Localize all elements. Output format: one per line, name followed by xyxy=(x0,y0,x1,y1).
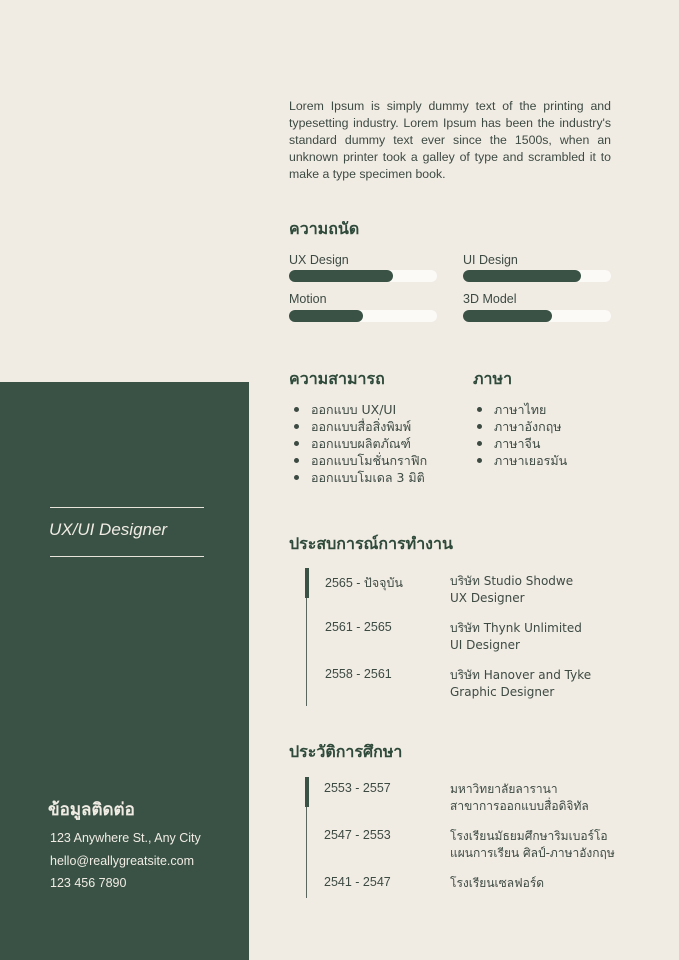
timeline-marker xyxy=(305,777,309,807)
experience-company: บริษัท Thynk Unlimited xyxy=(450,621,582,635)
list-item: ภาษาไทย xyxy=(472,401,567,418)
experience-entry xyxy=(450,620,582,654)
contact-email[interactable]: hello@reallygreatsite.com xyxy=(50,854,195,868)
experience-company: บริษัท Studio Shodwe xyxy=(450,574,574,588)
education-years: 2553 - 2557 xyxy=(324,781,391,795)
skill-label: 3D Model xyxy=(463,292,517,306)
contact-phone: 123 456 7890 xyxy=(50,876,127,890)
list-item: ภาษาเยอรมัน xyxy=(472,452,567,469)
education-program: แผนการเรียน ศิลป์-ภาษาอังกฤษ xyxy=(450,846,615,860)
contact-address: 123 Anywhere St., Any City xyxy=(50,831,201,845)
education-school: โรงเรียนมัธยมศึกษาริมเบอร์โอ xyxy=(450,829,608,843)
skill-bar-fill xyxy=(463,270,581,282)
divider xyxy=(50,507,204,508)
education-program: สาขาการออกแบบสื่อดิจิทัล xyxy=(450,799,589,813)
education-years: 2541 - 2547 xyxy=(324,875,391,889)
divider xyxy=(50,556,204,557)
list-item: ออกแบบโมเดล 3 มิติ xyxy=(289,469,427,486)
list-item: ออกแบบ UX/UI xyxy=(289,401,427,418)
languages-heading: ภาษา xyxy=(473,369,513,388)
skill-bar xyxy=(463,310,611,322)
intro-paragraph: Lorem Ipsum is simply dummy text of the printing and typesetting industry. Lorem Ipsum has been the industry's standard dummy text ever since the 1500s, when an unknown printer took a galley of type and scrambled it to make a type specimen book. xyxy=(289,99,611,181)
education-entry xyxy=(450,875,544,892)
timeline-marker xyxy=(305,568,309,598)
education-school: มหาวิทยาลัยลารานา xyxy=(450,782,558,796)
skill-label: Motion xyxy=(289,292,327,306)
experience-position: UI Designer xyxy=(450,638,520,652)
experience-entry xyxy=(450,573,573,607)
skill-bar xyxy=(289,310,437,322)
education-entry xyxy=(450,781,589,815)
education-entry xyxy=(450,828,615,862)
abilities-list xyxy=(289,401,427,486)
experience-position: UX Designer xyxy=(450,591,525,605)
skill-label: UX Design xyxy=(289,253,349,267)
abilities-heading: ความสามารถ xyxy=(289,369,385,388)
experience-entry xyxy=(450,667,591,701)
experience-years: 2558 - 2561 xyxy=(325,667,392,681)
education-years: 2547 - 2553 xyxy=(324,828,391,842)
skill-bar-fill xyxy=(463,310,552,322)
skill-bar xyxy=(289,270,437,282)
education-school: โรงเรียนเซลฟอร์ด xyxy=(450,876,545,890)
education-heading: ประวัติการศึกษา xyxy=(289,742,403,761)
skill-bar-fill xyxy=(289,310,363,322)
languages-list xyxy=(472,401,567,469)
skill-label: UI Design xyxy=(463,253,518,267)
job-title: UX/UI Designer xyxy=(49,520,168,539)
list-item: ภาษาอังกฤษ xyxy=(472,418,567,435)
experience-years: 2561 - 2565 xyxy=(325,620,392,634)
skills-heading: ความถนัด xyxy=(289,219,360,238)
skill-bar xyxy=(463,270,611,282)
sidebar-panel xyxy=(0,382,249,960)
list-item: ออกแบบโมชั่นกราฟิก xyxy=(289,452,427,469)
list-item: ออกแบบผลิตภัณฑ์ xyxy=(289,435,427,452)
experience-position: Graphic Designer xyxy=(450,685,555,699)
experience-years: 2565 - ปัจจุบัน xyxy=(325,576,403,590)
skill-bar-fill xyxy=(289,270,393,282)
list-item: ภาษาจีน xyxy=(472,435,567,452)
contact-heading: ข้อมูลติดต่อ xyxy=(48,800,135,820)
list-item: ออกแบบสื่อสิ่งพิมพ์ xyxy=(289,418,427,435)
experience-heading: ประสบการณ์การทำงาน xyxy=(289,534,453,553)
experience-company: บริษัท Hanover and Tyke xyxy=(450,668,592,682)
